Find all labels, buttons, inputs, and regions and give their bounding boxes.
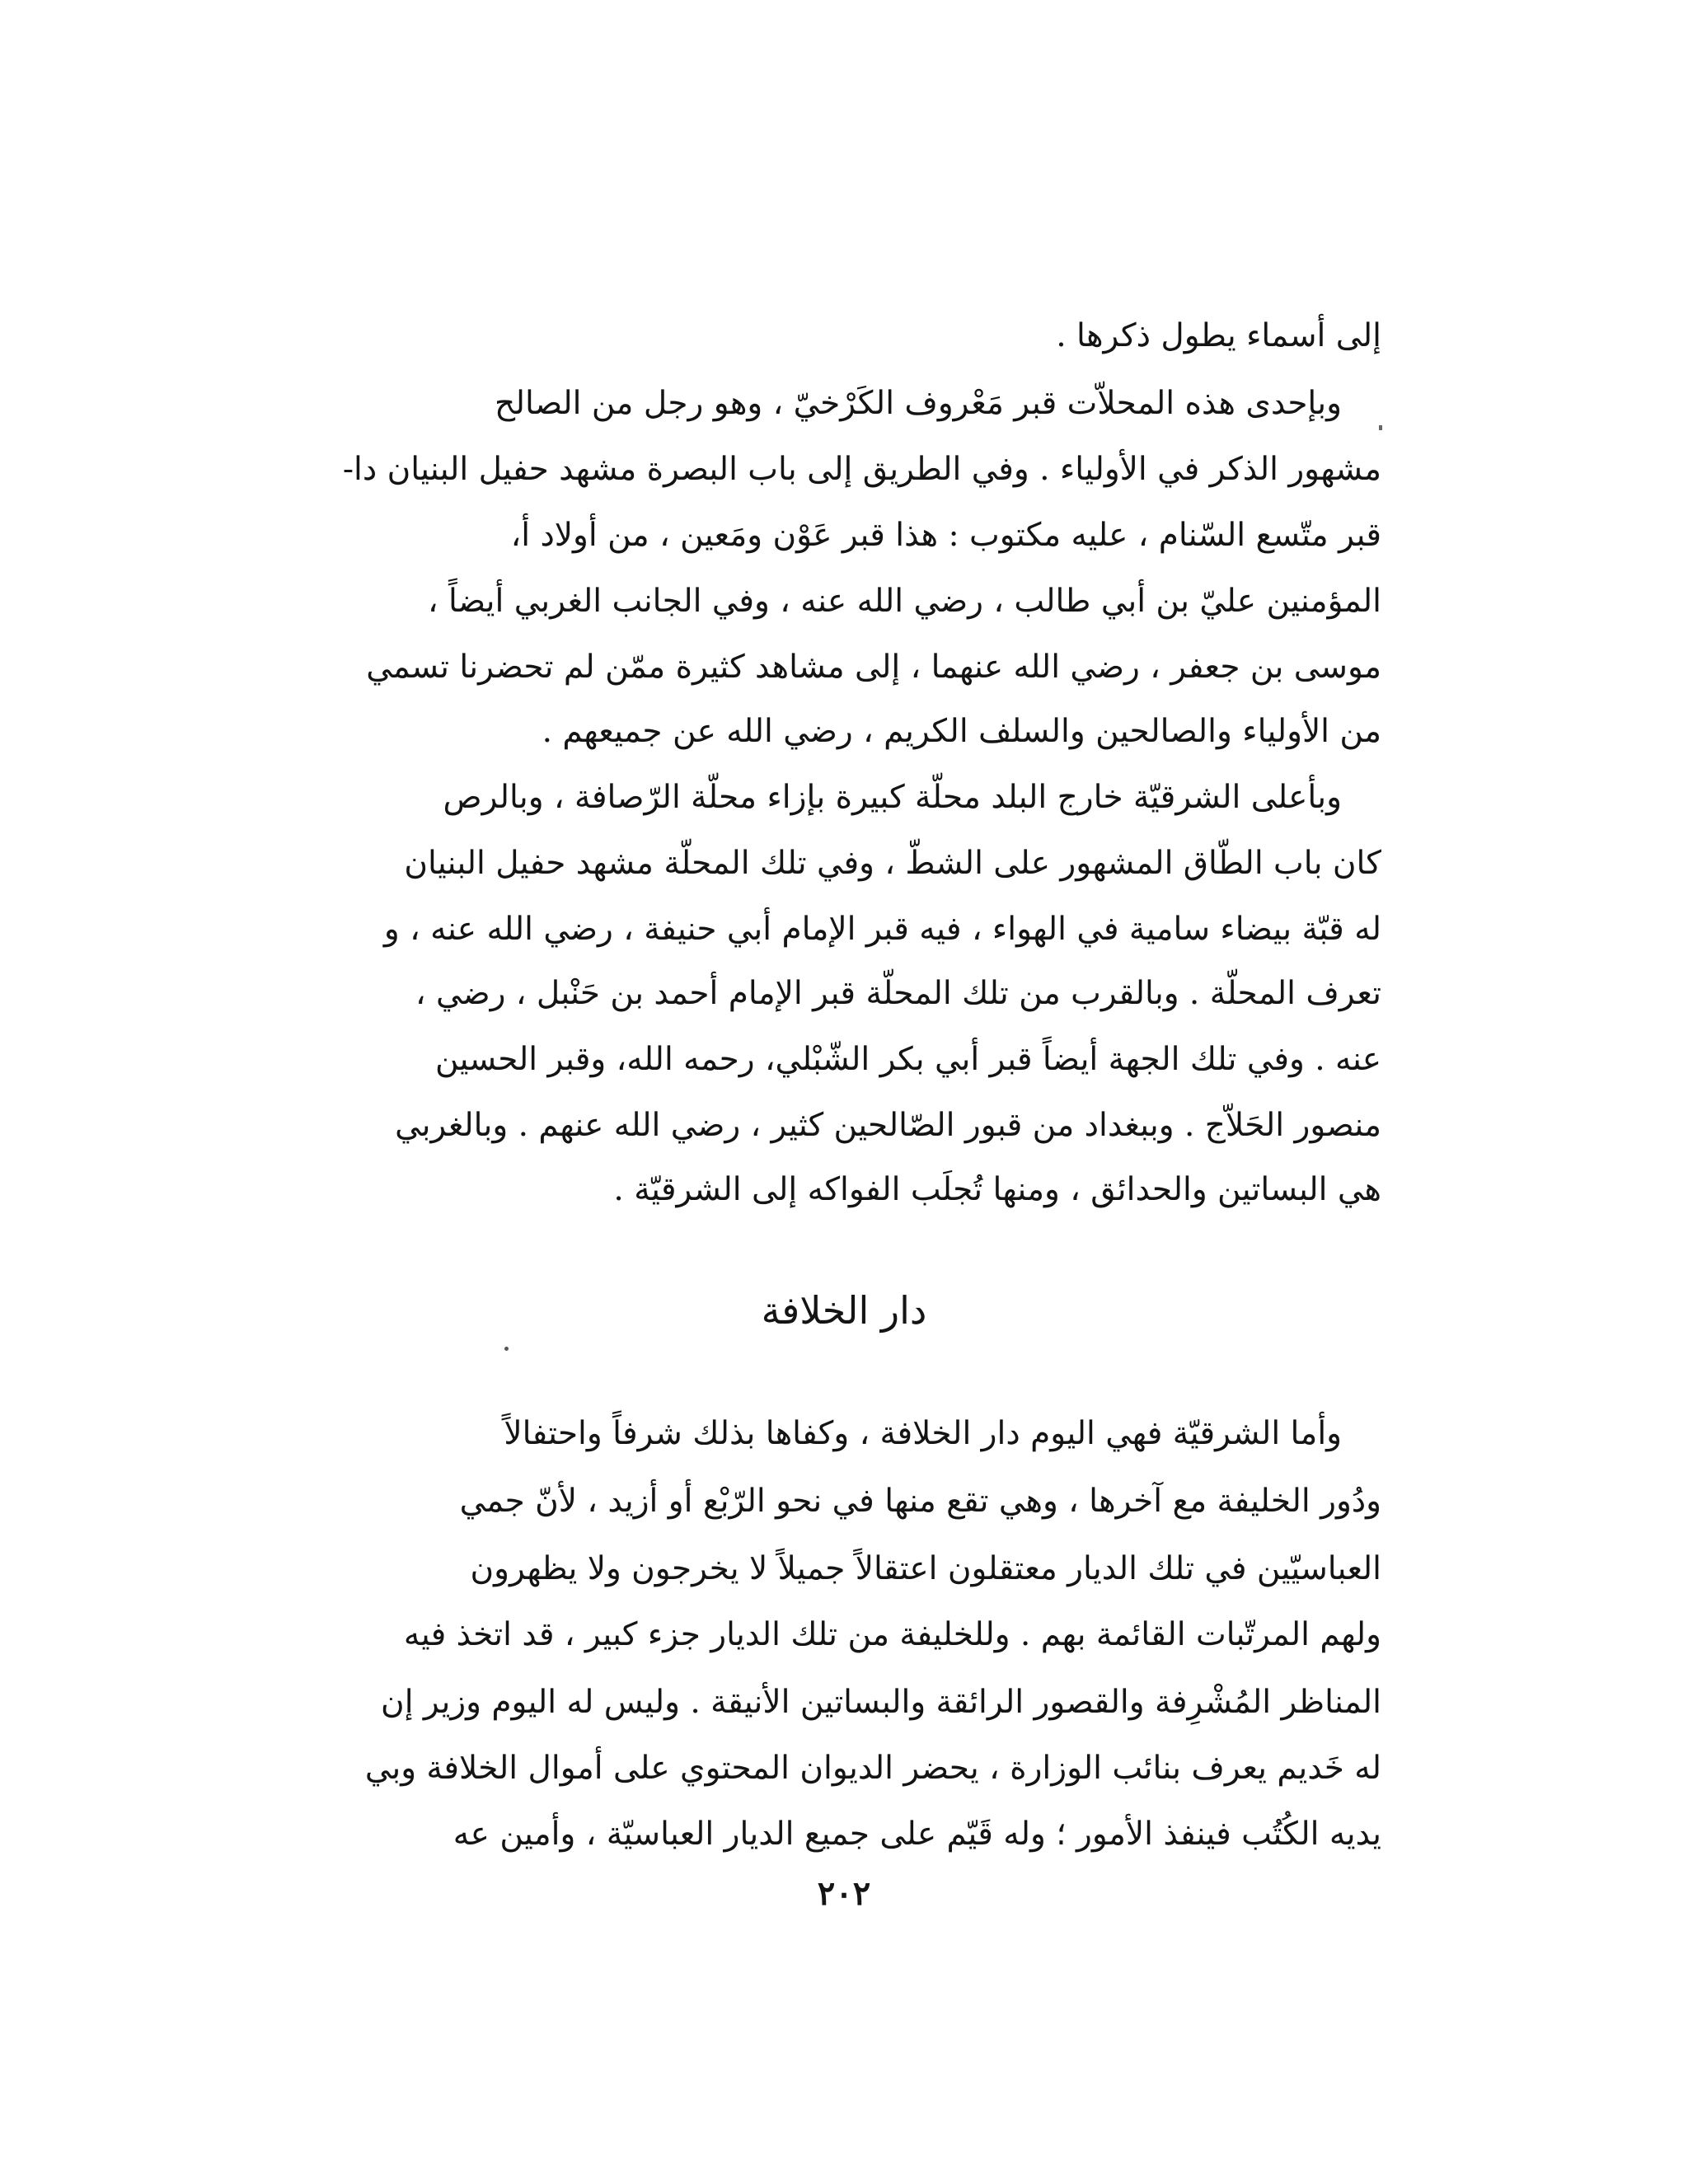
text-line: هي البساتين والحدائق ، ومنها تُجلَب الفواكه إلى الشرقيّة . xyxy=(613,1171,1381,1208)
text-line: وبإحدى هذه المحلاّت قبر مَعْروف الكَرْخيّ ، وهو رجل من الصالح xyxy=(494,385,1342,422)
text-line: ودُور الخليفة مع آخرها ، وهي تقع منها في نحو الرّبْع أو أزيد ، لأنّ جمي xyxy=(459,1483,1381,1520)
text-line: له قبّة بيضاء سامية في الهواء ، فيه قبر الإمام أبي حنيفة ، رضي الله عنه ، و xyxy=(383,911,1381,948)
ink-dot xyxy=(1379,425,1382,430)
text-line: مشهور الذكر في الأولياء . وفي الطريق إلى باب البصرة مشهد حفيل البنيان دا- xyxy=(342,451,1381,488)
text-line: من الأولياء والصالحين والسلف الكريم ، رضي الله عن جميعهم . xyxy=(542,713,1381,750)
text-line: إلى أسماء يطول ذكرها . xyxy=(1056,317,1381,354)
text-line: المؤمنين عليّ بن أبي طالب ، رضي الله عنه ، وفي الجانب الغربي أيضاً ، xyxy=(427,583,1381,620)
text-line: عنه . وفي تلك الجهة أيضاً قبر أبي بكر الشّبْلي، رحمه الله، وقبر الحسين xyxy=(434,1041,1381,1078)
text-line: ولهم المرتّبات القائمة بهم . وللخليفة من تلك الديار جزء كبير ، قد اتخذ فيه xyxy=(403,1616,1381,1653)
text-line: وبأعلى الشرقيّة خارج البلد محلّة كبيرة بإزاء محلّة الرّصافة ، وبالرص xyxy=(443,779,1342,816)
text-line: تعرف المحلّة . وبالقرب من تلك المحلّة قبر الإمام أحمد بن حَنْبل ، رضي ، xyxy=(415,975,1381,1012)
text-line: وأما الشرقيّة فهي اليوم دار الخلافة ، وكفاها بذلك شرفاً واحتفالاً xyxy=(504,1415,1342,1452)
text-line: يديه الكُتُب فينفذ الأمور ؛ وله قَيّم على جميع الديار العباسيّة ، وأمين عه xyxy=(452,1816,1381,1853)
text-line: منصور الحَلاّج . وببغداد من قبور الصّالحين كثير ، رضي الله عنهم . وبالغربي xyxy=(395,1107,1381,1144)
text-line: قبر متّسع السّنام ، عليه مكتوب : هذا قبر عَوْن ومَعين ، من أولاد أ، xyxy=(510,517,1381,554)
text-line: موسى بن جعفر ، رضي الله عنهما ، إلى مشاهد كثيرة ممّن لم تحضرنا تسمي xyxy=(366,649,1381,686)
section-heading: دار الخلافة xyxy=(761,1288,927,1333)
text-line: العباسيّين في تلك الديار معتقلون اعتقالاً جميلاً لا يخرجون ولا يظهرون xyxy=(470,1550,1381,1587)
text-line: كان باب الطّاق المشهور على الشطّ ، وفي تلك المحلّة مشهد حفيل البنيان xyxy=(404,845,1381,882)
page-number: ٢٠٢ xyxy=(817,1874,871,1913)
text-line: المناظر المُشْرِفة والقصور الرائقة والبساتين الأنيقة . وليس له اليوم وزير إن xyxy=(381,1684,1381,1721)
ink-dot xyxy=(504,1347,509,1351)
text-line: له خَديم يعرف بنائب الوزارة ، يحضر الديوان المحتوي على أموال الخلافة وبي xyxy=(364,1750,1381,1787)
